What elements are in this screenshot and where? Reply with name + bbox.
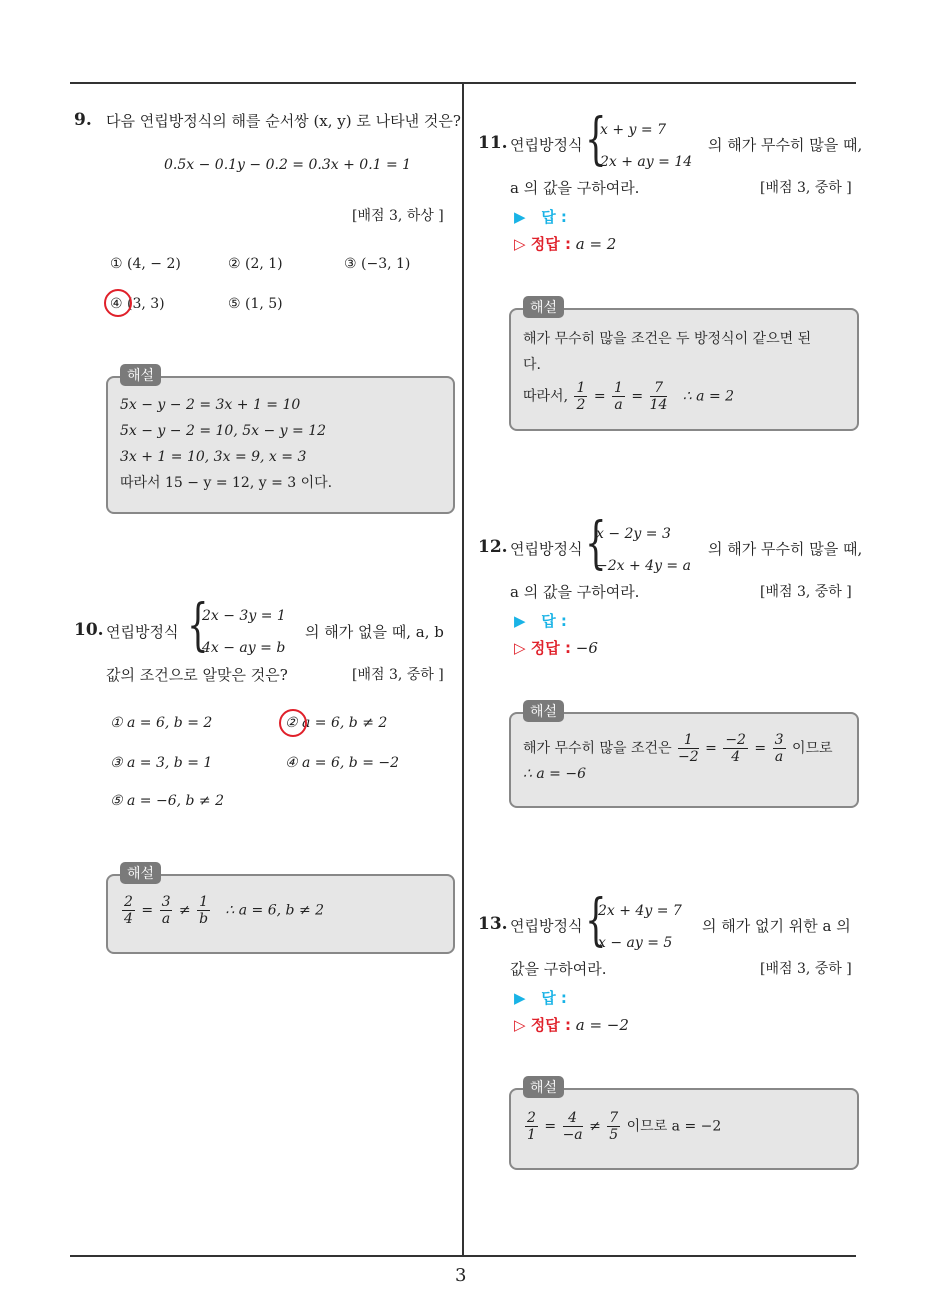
choice-4[interactable]: ④ a = 6, b = −2 bbox=[285, 755, 400, 771]
numerator: 1 bbox=[576, 380, 586, 396]
equation-1: 2x − 3y = 1 bbox=[202, 608, 286, 624]
equation-2: x − ay = 5 bbox=[598, 935, 673, 951]
fraction bbox=[122, 894, 135, 927]
fraction bbox=[574, 380, 587, 413]
fraction bbox=[678, 732, 699, 765]
fraction bbox=[723, 732, 748, 765]
equation-1: 2x + 4y = 7 bbox=[598, 903, 682, 919]
correct-label-text: 정답 : bbox=[530, 639, 571, 657]
correct-answer-line bbox=[514, 637, 598, 658]
fraction bbox=[197, 894, 210, 927]
numerator: 1 bbox=[678, 732, 699, 749]
answer-line: ▶ 답 : bbox=[514, 989, 567, 1007]
fraction bbox=[607, 1110, 620, 1143]
explanation-line: 해가 무수히 많을 조건은 $\frac{1}{-2}$ = $\frac{-2}{4}$ = $\frac{3}{a}$ 이므로 bbox=[523, 732, 833, 765]
explanation-tag: 해설 bbox=[120, 364, 161, 386]
numerator: 3 bbox=[161, 894, 171, 910]
answer-label: 답 : bbox=[541, 989, 567, 1007]
explanation-tag: 해설 bbox=[523, 700, 564, 722]
choice-5[interactable]: ⑤ (1, 5) bbox=[228, 296, 283, 312]
denominator: a bbox=[614, 397, 623, 413]
correct-answer-line bbox=[514, 1014, 629, 1035]
choice-3[interactable]: ③ (−3, 1) bbox=[344, 256, 411, 272]
explanation-box bbox=[106, 866, 455, 954]
denominator: a bbox=[774, 749, 784, 765]
explanation-box bbox=[509, 1080, 859, 1170]
selected-choice-mark bbox=[279, 709, 307, 737]
fraction bbox=[650, 380, 668, 413]
question-label: 연립방정식 bbox=[510, 540, 583, 558]
explanation-line: 따라서, $\frac{1}{2}$ = $\frac{1}{a}$ = $\frac{7}{14}$ ∴ a = 2 bbox=[523, 380, 735, 413]
numerator: 4 bbox=[563, 1110, 583, 1127]
choice-1[interactable]: ① a = 6, b = 2 bbox=[110, 715, 213, 731]
question-number: 13. bbox=[478, 914, 508, 934]
question-text: 의 해가 무수히 많을 때, bbox=[708, 540, 863, 558]
explanation-box bbox=[106, 368, 455, 514]
numerator: 2 bbox=[124, 894, 133, 910]
choice-4[interactable]: ④ (3, 3) bbox=[110, 296, 165, 312]
equation-2: 2x + ay = 14 bbox=[600, 154, 693, 170]
explanation-suffix: 이므로 bbox=[791, 740, 833, 757]
denominator: b bbox=[199, 911, 209, 927]
explanation-line: 3x + 1 = 10, 3x = 9, x = 3 bbox=[120, 449, 307, 465]
fraction bbox=[773, 732, 786, 765]
score-label: [배점 3, 중하 ] bbox=[760, 180, 852, 196]
equation-1: x − 2y = 3 bbox=[596, 526, 671, 542]
question-text: 의 해가 무수히 많을 때, bbox=[708, 136, 863, 154]
score-label: [배점 3, 중하 ] bbox=[760, 584, 852, 600]
explanation-tag: 해설 bbox=[523, 1076, 564, 1098]
numerator: 1 bbox=[199, 894, 209, 910]
explanation-prefix: 따라서, bbox=[523, 388, 569, 405]
question-label: 연립방정식 bbox=[510, 136, 583, 154]
correct-label-text: 정답 : bbox=[530, 1016, 571, 1034]
numerator: 1 bbox=[614, 380, 623, 396]
numerator: 7 bbox=[609, 1110, 619, 1126]
page-number: 3 bbox=[455, 1265, 467, 1286]
fraction bbox=[612, 380, 625, 413]
explanation-conclusion: ∴ a = 2 bbox=[682, 388, 735, 405]
explanation-text bbox=[523, 732, 833, 783]
score-label: [배점 3, 중하 ] bbox=[760, 961, 852, 977]
numerator: 7 bbox=[650, 380, 668, 397]
explanation-line: 해가 무수히 많을 조건은 두 방정식이 같으면 된 bbox=[523, 331, 812, 347]
system-brace: { bbox=[585, 107, 607, 172]
explanation-box bbox=[509, 300, 859, 431]
denominator: −a bbox=[562, 1127, 583, 1143]
system-brace: { bbox=[187, 593, 209, 658]
question-number: 9. bbox=[74, 110, 92, 130]
equation: 0.5x − 0.1y − 0.2 = 0.3x + 0.1 = 1 bbox=[164, 157, 412, 173]
explanation-line: 다. bbox=[523, 357, 541, 373]
question-label: 연립방정식 bbox=[106, 623, 179, 641]
column-divider bbox=[462, 82, 464, 1257]
denominator: 14 bbox=[649, 397, 668, 413]
question-text-line2: 값을 구하여라. bbox=[510, 960, 607, 978]
question-number: 10. bbox=[74, 620, 104, 640]
numerator: −2 bbox=[725, 732, 746, 748]
denominator: 4 bbox=[124, 911, 133, 927]
answer-label: 답 : bbox=[541, 208, 567, 226]
denominator: 4 bbox=[731, 749, 741, 765]
equation-2: −2x + 4y = a bbox=[596, 558, 691, 574]
correct-label-text: 정답 : bbox=[530, 235, 571, 253]
explanation-conclusion: ∴ a = 6, b ≠ 2 bbox=[225, 902, 325, 919]
answer-line: ▶ 답 : bbox=[514, 612, 567, 630]
question-text: 다음 연립방정식의 해를 순서쌍 (x, y) 로 나타낸 것은? bbox=[106, 112, 461, 130]
answer-line: ▶ 답 : bbox=[514, 208, 567, 226]
system-brace: { bbox=[585, 888, 607, 953]
explanation-tag: 해설 bbox=[120, 862, 161, 884]
numerator: 3 bbox=[774, 732, 784, 748]
explanation-line: 따라서 15 − y = 12, y = 3 이다. bbox=[120, 475, 333, 491]
question-number: 12. bbox=[478, 537, 508, 557]
score-label: [배점 3, 중하 ] bbox=[352, 667, 444, 683]
explanation-line: 5x − y − 2 = 3x + 1 = 10 bbox=[120, 397, 301, 413]
fraction bbox=[525, 1110, 538, 1143]
choice-3[interactable]: ③ a = 3, b = 1 bbox=[110, 755, 213, 771]
question-text-line2: 값의 조건으로 알맞은 것은? bbox=[106, 666, 288, 684]
numerator: 2 bbox=[527, 1110, 536, 1126]
explanation-text bbox=[120, 392, 332, 496]
selected-choice-mark bbox=[104, 289, 132, 317]
equation-2: 4x − ay = b bbox=[202, 640, 286, 656]
denominator: a bbox=[161, 911, 171, 927]
question-label: 연립방정식 bbox=[510, 917, 583, 935]
equation-1: x + y = 7 bbox=[600, 122, 666, 138]
explanation-tag: 해설 bbox=[523, 296, 564, 318]
correct-answer-label: ▷ 정답 : bbox=[514, 1016, 571, 1034]
explanation-text: $\frac{2}{1}$ = $\frac{4}{-a}$ ≠ $\frac{7}{5}$ 이므로 a = −2 bbox=[527, 1110, 722, 1143]
explanation-line: ∴ a = −6 bbox=[523, 766, 586, 782]
denominator: 1 bbox=[527, 1127, 536, 1143]
choice-5[interactable]: ⑤ a = −6, b ≠ 2 bbox=[110, 793, 225, 809]
denominator: −2 bbox=[678, 749, 699, 765]
question-number: 11. bbox=[478, 133, 508, 153]
choice-2[interactable]: ② a = 6, b ≠ 2 bbox=[285, 715, 388, 731]
score-label: [배점 3, 하상 ] bbox=[352, 208, 444, 224]
question-text: 의 해가 없기 위한 a 의 bbox=[702, 917, 851, 935]
system-brace: { bbox=[585, 511, 607, 576]
explanation-box bbox=[509, 704, 859, 808]
correct-answer-value: a = −2 bbox=[575, 1016, 629, 1034]
explanation-text: $\frac{2}{4}$ = $\frac{3}{a}$ ≠ $\frac{1}{b}$ ∴ a = 6, b ≠ 2 bbox=[124, 894, 325, 927]
correct-answer-value: a = 2 bbox=[575, 235, 617, 253]
fraction bbox=[563, 1110, 583, 1143]
question-text-line2: a 의 값을 구하여라. bbox=[510, 583, 640, 601]
question-text: 의 해가 없을 때, a, b bbox=[305, 623, 444, 641]
answer-label: 답 : bbox=[541, 612, 567, 630]
choice-1[interactable]: ① (4, − 2) bbox=[110, 256, 181, 272]
question-text-line2: a 의 값을 구하여라. bbox=[510, 179, 640, 197]
denominator: 2 bbox=[576, 397, 586, 413]
correct-answer-label: ▷ 정답 : bbox=[514, 639, 571, 657]
explanation-text bbox=[523, 326, 811, 413]
correct-answer-value: −6 bbox=[575, 639, 598, 657]
correct-answer-line bbox=[514, 233, 616, 254]
fraction bbox=[160, 894, 173, 927]
denominator: 5 bbox=[609, 1127, 619, 1143]
explanation-line: 5x − y − 2 = 10, 5x − y = 12 bbox=[120, 423, 327, 439]
explanation-suffix: 이므로 a = −2 bbox=[626, 1118, 722, 1135]
choice-2[interactable]: ② (2, 1) bbox=[228, 256, 283, 272]
explanation-prefix: 해가 무수히 많을 조건은 bbox=[523, 740, 672, 757]
correct-answer-label: ▷ 정답 : bbox=[514, 235, 571, 253]
